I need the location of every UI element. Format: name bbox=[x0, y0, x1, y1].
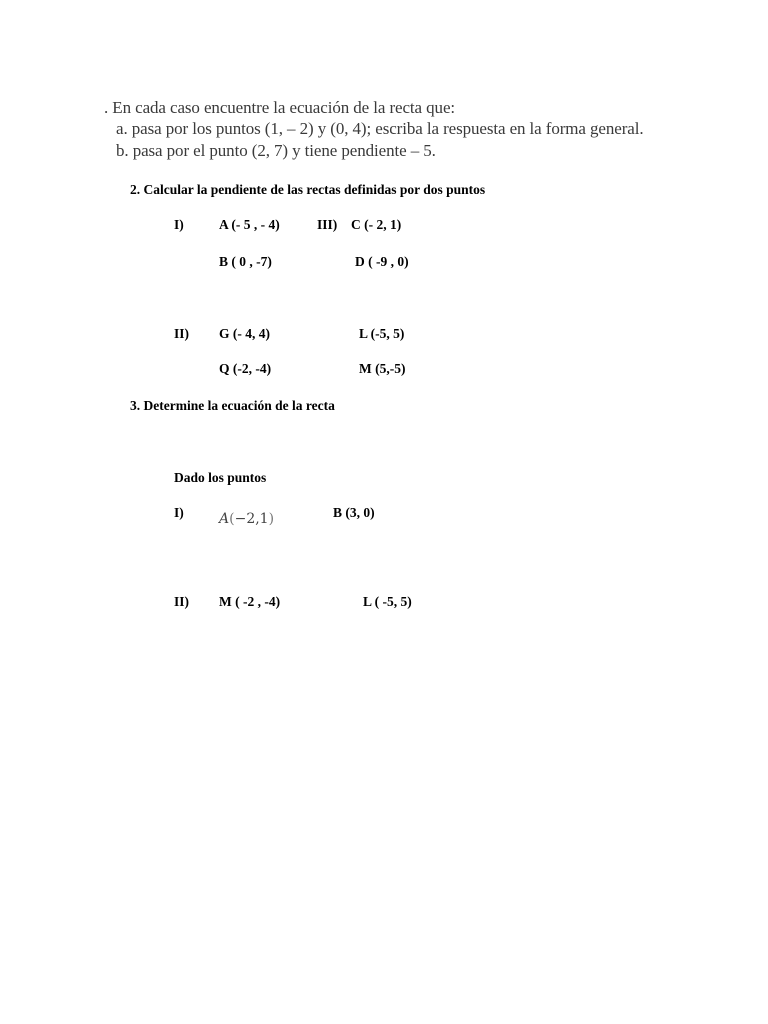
problem2-case-II-label: II) bbox=[174, 326, 190, 341]
problem2-point-G: G (- 4, 4) bbox=[219, 326, 270, 341]
point-A-coordinates: −2,1 bbox=[234, 511, 269, 527]
problem3-point-M: M ( -2 , -4) bbox=[219, 594, 281, 609]
problem2-point-B: B ( 0 , -7) bbox=[219, 254, 272, 269]
problem3-point-A-math bbox=[219, 511, 274, 527]
problem2-point-C: C (- 2, 1) bbox=[351, 217, 402, 232]
problem1-item-a: a. pasa por los puntos (1, – 2) y (0, 4); escriba la respuesta en la forma general. bbox=[116, 119, 644, 138]
problem3-subheading: Dado los puntos bbox=[174, 470, 267, 485]
problem2-point-M: M (5,-5) bbox=[359, 361, 406, 376]
problem3-case-I-label: I) bbox=[174, 505, 184, 520]
problem2-point-Q: Q (-2, -4) bbox=[219, 361, 272, 376]
point-A-variable: A bbox=[219, 511, 230, 527]
problem1-intro: . En cada caso encuentre la ecuación de la recta que: bbox=[104, 98, 456, 117]
open-paren: ( bbox=[229, 511, 235, 527]
problem3-case-II-label: II) bbox=[174, 594, 190, 609]
problem2-heading: 2. Calcular la pendiente de las rectas definidas por dos puntos bbox=[130, 182, 486, 197]
close-paren: ) bbox=[268, 511, 275, 527]
problem3-heading: 3. Determine la ecuación de la recta bbox=[130, 398, 335, 413]
problem2-point-A: A (- 5 , - 4) bbox=[219, 217, 280, 232]
problem3-point-B: B (3, 0) bbox=[333, 505, 375, 520]
problem2-case-I-label: I) bbox=[174, 217, 184, 232]
problem2-point-L: L (-5, 5) bbox=[359, 326, 405, 341]
problem1-item-b: b. pasa por el punto (2, 7) y tiene pendiente – 5. bbox=[116, 141, 436, 160]
problem2-case-III-label: III) bbox=[317, 217, 338, 232]
problem2-point-D: D ( -9 , 0) bbox=[355, 254, 409, 269]
problem3-point-L: L ( -5, 5) bbox=[363, 594, 412, 609]
